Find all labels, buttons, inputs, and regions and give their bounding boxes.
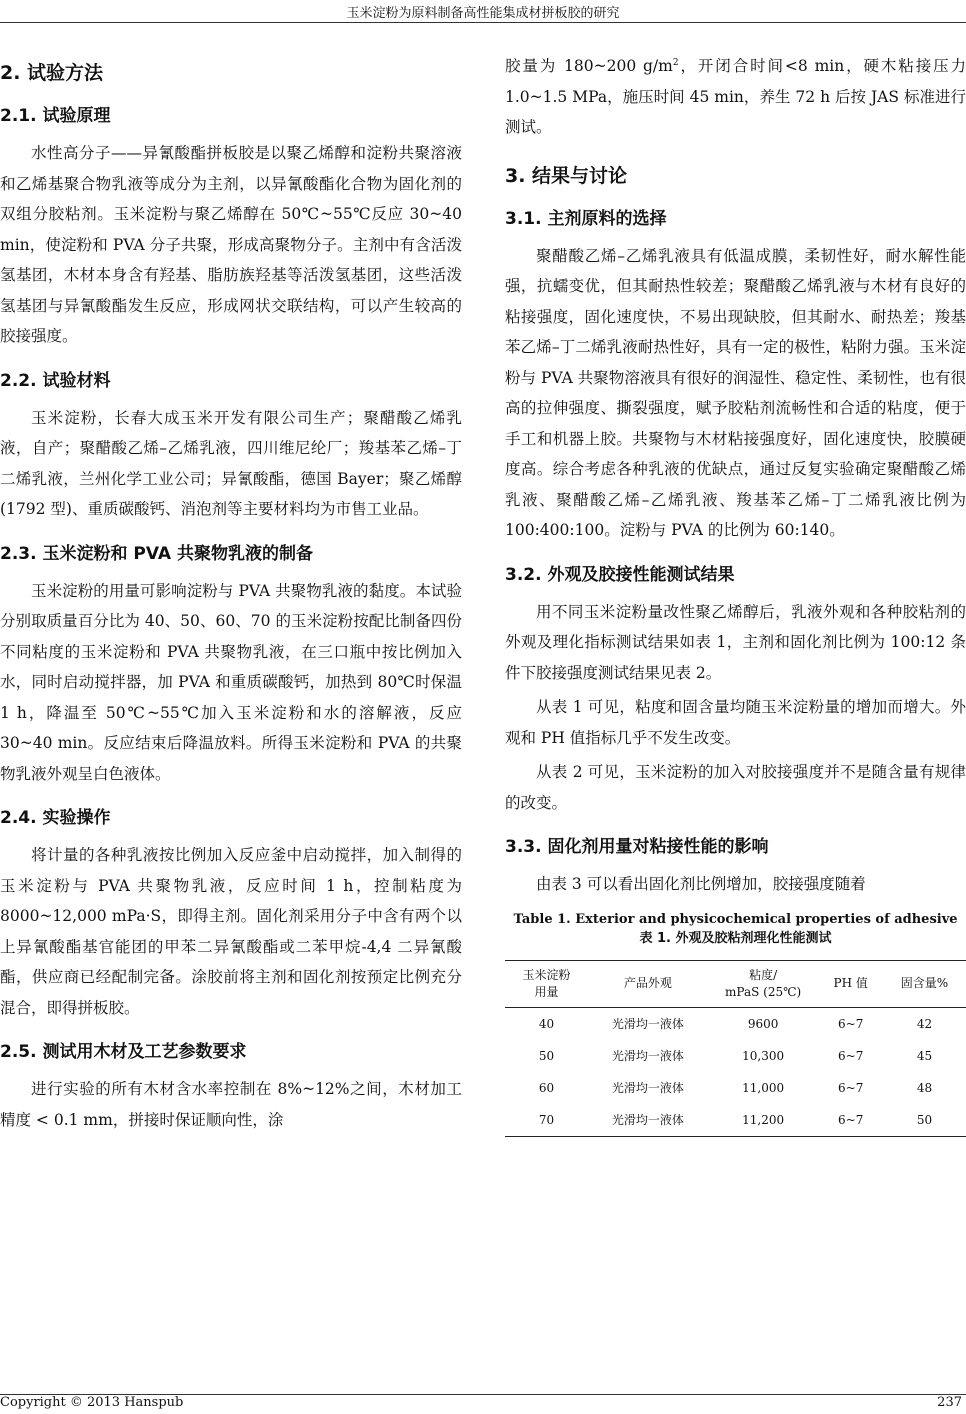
table-cell: 60: [538, 1080, 555, 1095]
table-row: [505, 1007, 966, 1040]
table-1: [505, 960, 966, 1137]
subsection-heading: 2.2. 试验材料: [0, 370, 111, 391]
header-rule: [0, 22, 966, 23]
table-cell: 11,200: [708, 1104, 819, 1137]
table-header-row: [505, 960, 966, 1007]
table-cell: 42: [916, 1016, 933, 1031]
table-header-cell: 粘度/ mPaS (25℃): [708, 960, 819, 1007]
table-header-cell: 玉米淀粉 用量: [505, 960, 588, 1007]
table-cell: 光滑均一液体: [611, 1017, 684, 1032]
table-row: [505, 1104, 966, 1137]
table-cell: 6~7: [838, 1048, 864, 1063]
table-caption: [505, 910, 966, 948]
table-header-cell: 产品外观: [588, 960, 708, 1007]
subsection-heading: 3.1. 主剂原料的选择: [505, 208, 667, 229]
paragraph-continued: [505, 48, 966, 143]
table-cell: 6~7: [818, 1104, 883, 1137]
table-cell: 光滑均一液体: [611, 1081, 684, 1096]
table-cell: 光滑均一液体: [611, 1049, 684, 1064]
table-row: [505, 1072, 966, 1104]
paragraph: 玉米淀粉，长春大成玉米开发有限公司生产；聚醋酸乙烯乳液，自产；聚醋酸乙烯–乙烯乳液，四川维尼纶厂；羧基苯乙烯–丁二烯乳液，兰州化学工业公司；异氰酸酯，德国 Bayer；聚乙烯醇(1792 型)、重质碳酸钙、消泡剂等主要材料均为市售工业品。: [0, 408, 462, 518]
paragraph: 用不同玉米淀粉量改性聚乙烯醇后，乳液外观和各种胶粘剂的外观及理化指标测试结果如表 1，主剂和固化剂比例为 100:12 条件下胶接强度测试结果见表 2。: [505, 602, 966, 682]
table-header-cell: PH 值: [818, 960, 883, 1007]
table-cell: 45: [916, 1048, 933, 1063]
paragraph: 玉米淀粉的用量可影响淀粉与 PVA 共聚物乳液的黏度。本试验分别取质量百分比为 40、50、60、70 的玉米淀粉按配比制备四份不同粘度的玉米淀粉和 PVA 共聚物乳液，在三口瓶中按比例加入水，同时启动搅拌器，加 PVA 和重质碳酸钙，加热到 80℃时保温 1 h，降温至 50℃~55℃加入玉米淀粉和水的溶解液，反应 30~40 min。反应结束后降温放料。所得玉米淀粉和 PVA 的共聚物乳液外观呈白色液体。: [0, 581, 462, 783]
section-heading: 3. 结果与讨论: [505, 164, 628, 187]
superscript: 2: [672, 58, 679, 68]
table-cell: 光滑均一液体: [588, 1104, 708, 1137]
running-header: 玉米淀粉为原料制备高性能集成材拼板胶的研究: [346, 6, 620, 21]
table-cell: 6~7: [838, 1016, 864, 1031]
paragraph: 水性高分子——异氰酸酯拼板胶是以聚乙烯醇和淀粉共聚溶液和乙烯基聚合物乳液等成分为主剂，以异氰酸酯化合物为固化剂的双组分胶粘剂。玉米淀粉与聚乙烯醇在 50℃~55℃反应 30~40 min，使淀粉和 PVA 分子共聚，形成高聚物分子。主剂中有含活泼氢基团，木材本身含有羟基、脂肪族羟基等活泼氢基团，这些活泼氢基团与异氰酸酯发生反应，形成网状交联结构，可以产生较高的胶接强度。: [0, 144, 462, 345]
subsection-heading: 2.5. 测试用木材及工艺参数要求: [0, 1042, 247, 1062]
table-cell: 50: [538, 1048, 555, 1063]
paragraph: 进行实验的所有木材含水率控制在 8%~12%之间，木材加工精度 < 0.1 mm，拼接时保证顺向性，涂: [0, 1080, 462, 1129]
table-header-cell: 固含量%: [883, 960, 966, 1007]
table-cell: 40: [538, 1016, 555, 1031]
paragraph: 从表 1 可见，粘度和固含量均随玉米淀粉量的增加而增大。外观和 PH 值指标几乎不发生改变。: [505, 698, 966, 747]
table-cell: 48: [916, 1080, 933, 1095]
subsection-heading: 2.1. 试验原理: [0, 106, 111, 126]
table-cell: 50: [883, 1104, 966, 1137]
table-caption-en: Table 1. Exterior and physicochemical properties of adhesive: [513, 911, 958, 927]
left-column: [0, 40, 462, 1149]
table-cell: 6~7: [838, 1080, 864, 1095]
table-cell: 10,300: [742, 1048, 785, 1063]
paragraph: 将计量的各种乳液按比例加入反应釜中启动搅拌，加入制得的玉米淀粉与 PVA 共聚物乳液，反应时间 1 h，控制粘度为 8000~12,000 mPa·S，即得主剂。固化剂采用分子中含有两个以上异氰酸酯基官能团的甲苯二异氰酸酯或二苯甲烷-4,4 二异氰酸酯，供应商已经配制完备。涂胶前将主剂和固化剂按预定比例充分混合，即得拼板胶。: [0, 846, 462, 1017]
copyright: Copyright © 2013 Hanspub: [0, 1395, 184, 1410]
table-cell: 70: [505, 1104, 588, 1137]
paragraph: 从表 2 可见，玉米淀粉的加入对胶接强度并不是随含量有规律的改变。: [505, 763, 966, 812]
table-cell: 11,000: [742, 1080, 785, 1095]
paragraph: 聚醋酸乙烯–乙烯乳液具有低温成膜，柔韧性好，耐水解性能强，抗蠕变优，但其耐热性较差；聚醋酸乙烯乳液与木材有良好的粘接强度，固化速度快，不易出现缺胶，但其耐水、耐热差；羧基苯乙烯–丁二烯乳液耐热性好，具有一定的极性，粘附力强。玉米淀粉与 PVA 共聚物溶液具有很好的润湿性、稳定性、柔韧性，也有很高的拉伸强度、撕裂强度，赋予胶粘剂流畅性和合适的粘度，便于手工和机器上胶。共聚物与木材粘接强度好，固化速度快，胶膜硬度高。综合考虑各种乳液的优缺点，通过反复实验确定聚醋酸乙烯乳液、聚醋酸乙烯–乙烯乳液、羧基苯乙烯–丁二烯乳液比例为 100:400:100。淀粉与 PVA 的比例为 60:140。: [505, 246, 966, 540]
section-heading: 2. 试验方法: [0, 62, 104, 84]
subsection-heading: 3.3. 固化剂用量对粘接性能的影响: [505, 837, 769, 858]
paragraph: 由表 3 可以看出固化剂比例增加，胶接强度随着: [536, 875, 866, 894]
text-run: ，开闭合时间<8 min，硬木粘接压力 1.0~1.5 MPa，施压时间 45 min，养生 72 h 后按 JAS 标准进行测试。: [505, 57, 966, 137]
table-cell: 9600: [747, 1016, 779, 1031]
subsection-heading: 3.2. 外观及胶接性能测试结果: [505, 564, 735, 585]
subsection-heading: 2.4. 实验操作: [0, 808, 111, 828]
table-row: [505, 1040, 966, 1072]
table-caption-zh: 表 1. 外观及胶粘剂理化性能测试: [639, 930, 832, 946]
text-run: 胶量为 180~200 g/m: [505, 57, 673, 76]
right-column: [505, 40, 966, 1137]
page-number: 237: [937, 1395, 962, 1410]
subsection-heading: 2.3. 玉米淀粉和 PVA 共聚物乳液的制备: [0, 543, 313, 564]
